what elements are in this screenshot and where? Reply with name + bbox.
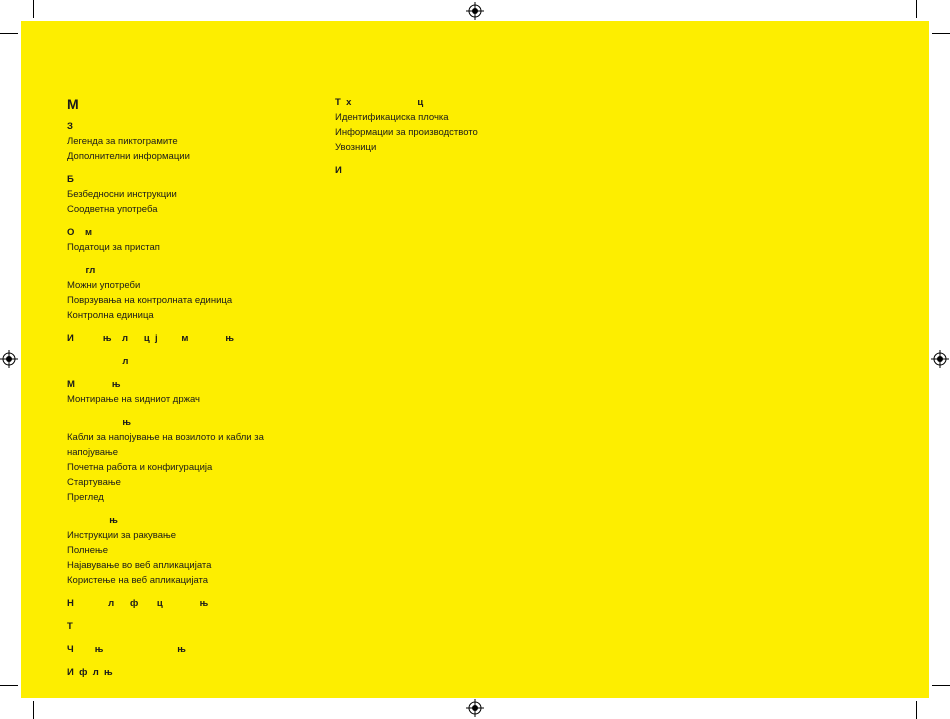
toc-right-column <box>335 95 575 186</box>
toc-item[interactable]: Увозници <box>335 142 377 153</box>
toc-item[interactable]: Безбедносни инструкции <box>67 189 177 200</box>
toc-section <box>67 377 307 407</box>
toc-item[interactable]: Користење на веб апликацијата <box>67 575 209 586</box>
toc-section <box>67 331 307 346</box>
section-heading: И <box>335 165 342 176</box>
toc-item[interactable]: Податоци за пристап <box>67 242 160 253</box>
toc-item[interactable]: Дополнителни информации <box>67 151 190 162</box>
crop-mark <box>33 701 34 719</box>
toc-item[interactable]: Преглед <box>67 492 104 503</box>
toc-item[interactable]: Монтирање на ѕидниот држач <box>67 394 201 405</box>
toc-item[interactable]: Легенда за пиктограмите <box>67 136 178 147</box>
toc-title: М <box>67 96 79 112</box>
section-heading: њ <box>67 417 132 428</box>
toc-item[interactable]: Стартување <box>67 477 121 488</box>
toc-item[interactable]: Контролна единица <box>67 310 154 321</box>
registration-mark-icon <box>0 350 18 368</box>
toc-section <box>67 225 307 255</box>
section-heading: О м <box>67 227 92 238</box>
toc-section <box>67 513 307 588</box>
yellow-page <box>21 21 929 698</box>
crop-mark <box>0 685 18 686</box>
toc-left-column <box>67 95 307 688</box>
toc-item[interactable]: Полнење <box>67 545 108 556</box>
registration-mark-icon <box>931 350 949 368</box>
toc-section <box>335 95 575 155</box>
toc-section <box>67 619 307 634</box>
toc-section <box>67 119 307 164</box>
toc-item[interactable]: Можни употреби <box>67 280 141 291</box>
section-heading: И ф л њ <box>67 667 113 678</box>
section-heading: Ч њ њ <box>67 644 186 655</box>
toc-item[interactable]: Идентификациска плочка <box>335 112 449 123</box>
section-heading: Н л ф ц њ <box>67 598 209 609</box>
section-heading: М њ <box>67 379 121 390</box>
section-heading: Т х ц <box>335 97 424 108</box>
crop-mark <box>932 685 950 686</box>
toc-section <box>67 415 307 505</box>
toc-section <box>67 172 307 217</box>
toc-item[interactable]: Инструкции за ракување <box>67 530 177 541</box>
registration-mark-icon <box>466 699 484 717</box>
section-heading: Б <box>67 174 74 185</box>
crop-mark <box>916 701 917 719</box>
toc-item[interactable]: Информации за производството <box>335 127 478 138</box>
toc-item[interactable]: Соодветна употреба <box>67 204 158 215</box>
toc-item[interactable]: Почетна работа и конфигурација <box>67 462 213 473</box>
crop-mark <box>0 33 18 34</box>
section-heading: л <box>67 356 129 367</box>
toc-section <box>335 163 575 178</box>
crop-mark <box>932 33 950 34</box>
section-heading: З <box>67 121 73 132</box>
registration-mark-icon <box>466 2 484 20</box>
crop-mark <box>33 0 34 18</box>
section-heading: гл <box>67 265 96 276</box>
section-heading: Т <box>67 621 73 632</box>
toc-section <box>67 596 307 611</box>
section-heading: И њ л ц ј м њ <box>67 333 235 344</box>
crop-mark <box>916 0 917 18</box>
toc-item[interactable]: Кабли за напојување на возилото и кабли за напојување <box>67 432 264 458</box>
section-heading: њ <box>67 515 118 526</box>
toc-section <box>67 354 307 369</box>
toc-section <box>67 665 307 680</box>
toc-section <box>67 642 307 657</box>
toc-item[interactable]: Најавување во веб апликацијата <box>67 560 212 571</box>
toc-item[interactable]: Поврзувања на контролната единица <box>67 295 233 306</box>
toc-section <box>67 263 307 323</box>
